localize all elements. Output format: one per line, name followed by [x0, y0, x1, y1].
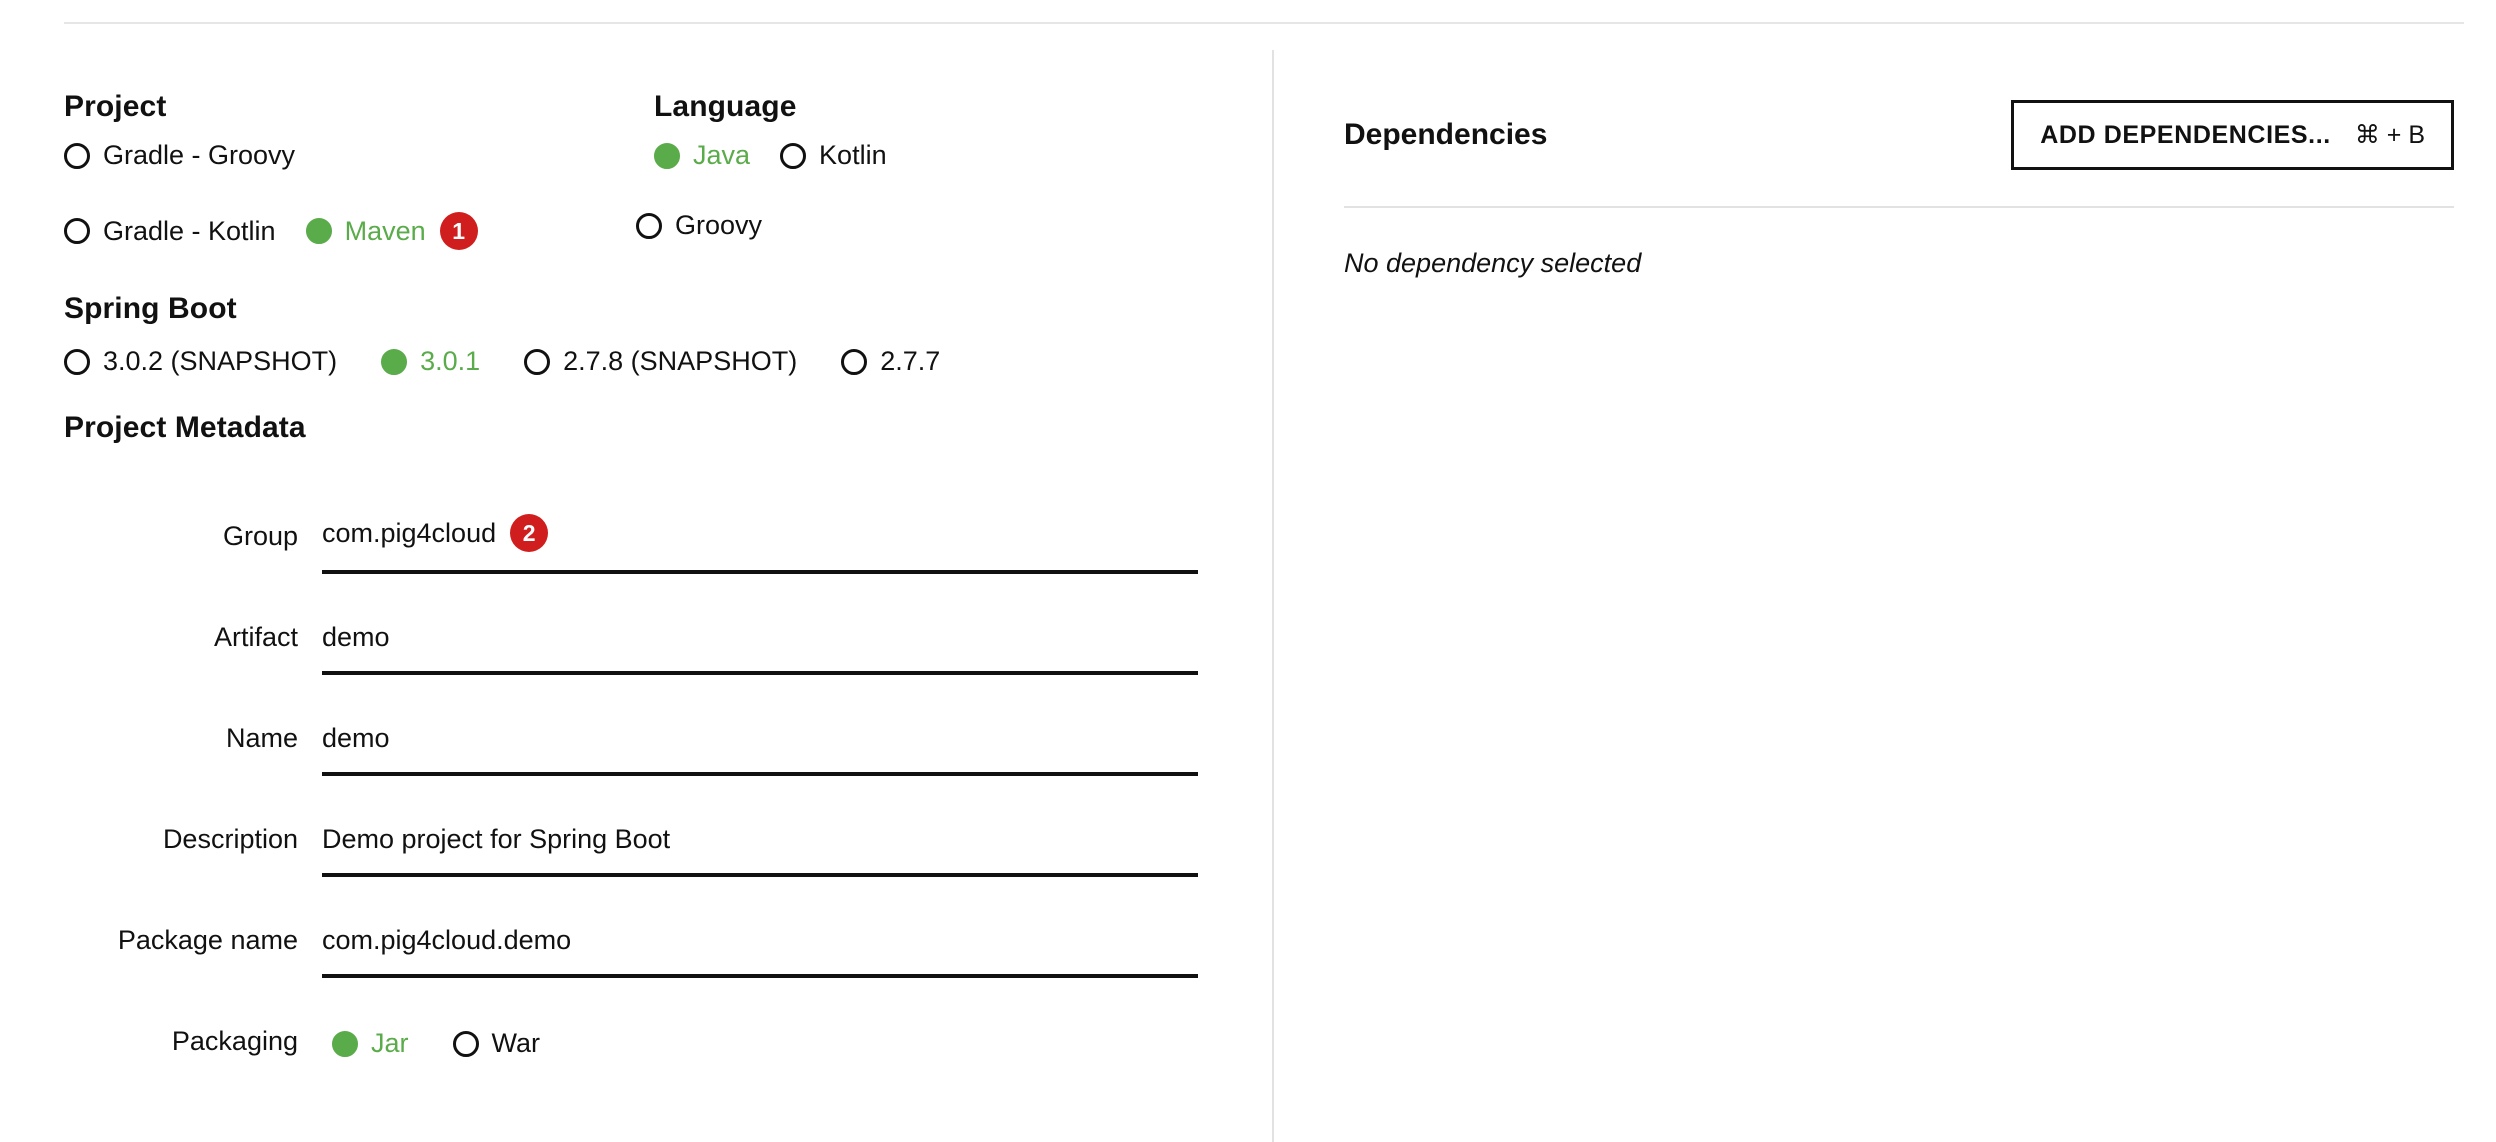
- spring-boot-options: [64, 348, 1244, 375]
- add-dependencies-label: ADD DEPENDENCIES...: [2040, 120, 2331, 149]
- project-option-gradle-groovy-label: Gradle - Groovy: [103, 140, 296, 170]
- radio-unchecked-icon: [453, 1031, 479, 1057]
- language-option-kotlin-label: Kotlin: [819, 140, 887, 170]
- project-language-options: [64, 142, 1244, 274]
- add-dependencies-shortcut: ⌘ + B: [2354, 121, 2425, 149]
- spring-boot-option-302-snapshot-label: 3.0.2 (SNAPSHOT): [103, 346, 338, 376]
- description-input[interactable]: [322, 824, 1198, 877]
- project-option-gradle-kotlin-label: Gradle - Kotlin: [103, 215, 276, 246]
- packaging-options: [322, 1030, 1198, 1079]
- artifact-label: Artifact: [213, 622, 298, 652]
- name-input[interactable]: [322, 723, 1198, 776]
- radio-unchecked-icon: [841, 349, 867, 375]
- package-name-label: Package name: [117, 925, 298, 955]
- group-value: com.pig4cloud: [322, 517, 497, 548]
- group-input[interactable]: [322, 514, 1198, 574]
- annotation-badge-1: 1: [440, 212, 478, 250]
- spring-boot-option-302-snapshot[interactable]: [64, 348, 337, 375]
- radio-unchecked-icon: [636, 213, 662, 239]
- name-value: demo: [322, 723, 390, 753]
- package-name-input[interactable]: [322, 925, 1198, 978]
- spring-boot-option-278-snapshot[interactable]: [524, 348, 797, 375]
- project-option-row-2: [64, 212, 478, 250]
- language-option-groovy-label: Groovy: [675, 210, 763, 240]
- radio-checked-icon: [306, 218, 332, 244]
- project-metadata-fields: [64, 473, 1244, 1079]
- description-value: Demo project for Spring Boot: [322, 824, 671, 854]
- group-label: Group: [222, 521, 298, 551]
- top-divider: [64, 22, 2464, 24]
- metadata-row-package-name: [64, 877, 1244, 978]
- annotation-badge-2: 2: [510, 514, 548, 552]
- column-divider: [1272, 50, 1274, 1142]
- project-option-maven[interactable]: [306, 212, 478, 250]
- left-panel: [64, 90, 1244, 1079]
- packaging-option-war-label: War: [491, 1028, 541, 1058]
- language-option-row-1: [654, 142, 887, 169]
- artifact-value: demo: [322, 622, 390, 652]
- language-option-kotlin[interactable]: [780, 142, 887, 169]
- radio-checked-icon: [332, 1031, 358, 1057]
- metadata-row-packaging: [64, 978, 1244, 1079]
- project-metadata-heading: Project Metadata: [64, 411, 306, 444]
- radio-checked-icon: [381, 349, 407, 375]
- radio-unchecked-icon: [64, 143, 90, 169]
- project-option-gradle-kotlin[interactable]: [64, 215, 276, 246]
- radio-unchecked-icon: [780, 143, 806, 169]
- project-heading: Project: [64, 90, 167, 123]
- project-option-maven-label: Maven: [344, 215, 426, 246]
- name-label: Name: [225, 723, 298, 753]
- description-label: Description: [162, 824, 298, 854]
- packaging-label: Packaging: [171, 1026, 298, 1056]
- language-option-java[interactable]: [654, 142, 750, 169]
- radio-unchecked-icon: [64, 218, 90, 244]
- packaging-option-jar[interactable]: [332, 1030, 409, 1057]
- artifact-input[interactable]: [322, 622, 1198, 675]
- spring-boot-option-301-label: 3.0.1: [420, 346, 481, 376]
- packaging-option-jar-label: Jar: [371, 1028, 409, 1058]
- packaging-option-war[interactable]: [453, 1030, 541, 1057]
- dependencies-header: [1344, 100, 2454, 208]
- metadata-row-name: [64, 675, 1244, 776]
- project-option-gradle-groovy[interactable]: [64, 142, 295, 169]
- spring-boot-option-278-snapshot-label: 2.7.8 (SNAPSHOT): [563, 346, 798, 376]
- language-option-java-label: Java: [693, 140, 751, 170]
- radio-unchecked-icon: [524, 349, 550, 375]
- dependencies-title: Dependencies: [1344, 118, 1548, 151]
- language-option-groovy[interactable]: [636, 212, 762, 239]
- spring-boot-option-277[interactable]: [841, 348, 940, 375]
- spring-boot-heading: Spring Boot: [64, 292, 237, 325]
- metadata-row-group: [64, 473, 1244, 574]
- project-language-headings: [64, 90, 1244, 130]
- metadata-row-artifact: [64, 574, 1244, 675]
- package-name-value: com.pig4cloud.demo: [322, 925, 572, 955]
- language-heading: Language: [654, 90, 797, 123]
- project-option-gradle-groovy-row: [64, 142, 325, 169]
- radio-unchecked-icon: [64, 349, 90, 375]
- dependencies-panel: [1344, 100, 2454, 279]
- spring-boot-option-301[interactable]: [381, 348, 480, 375]
- metadata-row-description: [64, 776, 1244, 877]
- no-dependency-message: No dependency selected: [1344, 248, 1642, 278]
- add-dependencies-button[interactable]: [2011, 100, 2454, 170]
- radio-checked-icon: [654, 143, 680, 169]
- language-option-row-2: [636, 212, 762, 239]
- spring-boot-option-277-label: 2.7.7: [880, 346, 941, 376]
